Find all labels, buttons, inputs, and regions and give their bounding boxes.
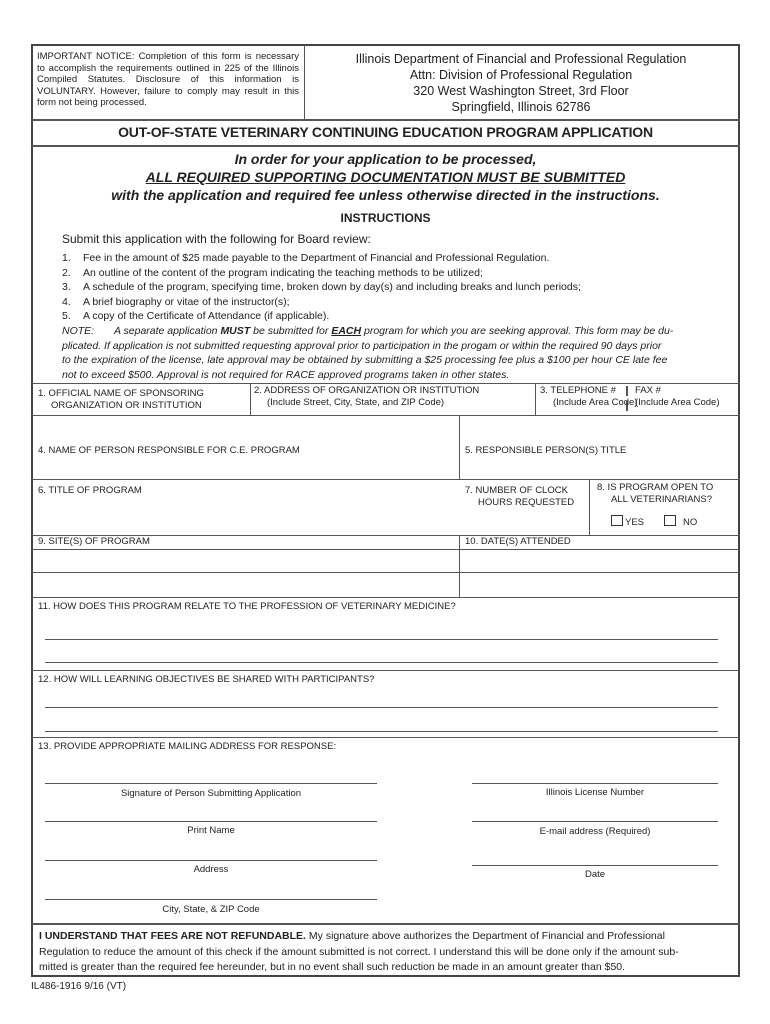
intro-line1: In order for your application to be processed, bbox=[234, 151, 537, 167]
divider bbox=[31, 737, 740, 738]
divider bbox=[31, 572, 740, 573]
field-11-label: 11. HOW DOES THIS PROGRAM RELATE TO THE PROFESSION OF VETERINARY MEDICINE? bbox=[38, 601, 456, 612]
signature-line[interactable] bbox=[45, 783, 377, 784]
email-label: E-mail address (Required) bbox=[539, 826, 651, 837]
field-10-label: 10. DATE(S) ATTENDED bbox=[465, 536, 571, 547]
form-code: IL486-1916 9/16 (VT) bbox=[31, 981, 127, 992]
divider bbox=[31, 119, 740, 121]
license-line[interactable] bbox=[472, 783, 718, 784]
print-name-label: Print Name bbox=[187, 825, 235, 836]
field-3-label: 3. TELEPHONE # (Include Area Code) bbox=[540, 385, 638, 408]
email-line[interactable] bbox=[472, 821, 718, 822]
date-line[interactable] bbox=[472, 865, 718, 866]
license-label: Illinois License Number bbox=[545, 787, 645, 798]
answer-line[interactable] bbox=[45, 662, 718, 663]
intro bbox=[31, 150, 740, 204]
answer-line[interactable] bbox=[45, 707, 718, 708]
instructions-heading: INSTRUCTIONS bbox=[340, 211, 431, 225]
refund-statement: I UNDERSTAND THAT FEES ARE NOT REFUNDABLE. My signature above authorizes the Department of Financial and Professional Regulation to reduce the amount of this check if the amount submitted is not correct. I understand this will be done only if the amount sub- mitted is greater than the required fee hereunder, but in no event shall such reduction be made in an amount greater than $50. bbox=[39, 930, 679, 973]
header-divider bbox=[304, 45, 305, 120]
field-4-label: 4. NAME OF PERSON RESPONSIBLE FOR C.E. PROGRAM bbox=[38, 445, 300, 456]
field-12-label: 12. HOW WILL LEARNING OBJECTIVES BE SHARED WITH PARTICIPANTS? bbox=[38, 674, 375, 685]
agency-line1: Illinois Department of Financial and Professional Regulation bbox=[355, 52, 687, 66]
address-line[interactable] bbox=[45, 860, 377, 861]
instructions-note: NOTE: A separate application MUST be submitted for EACH program for which you are seeking approval. This form may be du- plicated. If application is not submitted requesting approval prior to participation in the progam or within the required 90 days prior to the expiration of the license, late approval may be obtained by submitting a $25 processing fee plus a $100 per hour CE late fee not to exceed $500. Approval is not required for RACE approved programs taken in other states. bbox=[62, 325, 674, 381]
agency-line2: Attn: Division of Professional Regulation bbox=[409, 68, 633, 82]
field-5-label: 5. RESPONSIBLE PERSON(S) TITLE bbox=[465, 445, 627, 456]
list-item: 3. A schedule of the program, specifying time, broken down by day(s) and including breaks and lunch periods; bbox=[62, 281, 581, 293]
print-name-line[interactable] bbox=[45, 821, 377, 822]
divider bbox=[31, 383, 740, 384]
instructions-list bbox=[62, 251, 722, 324]
divider bbox=[535, 383, 536, 415]
city-line[interactable] bbox=[45, 899, 377, 900]
agency-address bbox=[308, 51, 734, 115]
form-title: OUT-OF-STATE VETERINARY CONTINUING EDUCATION PROGRAM APPLICATION bbox=[118, 124, 653, 140]
divider bbox=[459, 415, 460, 479]
list-item: 5. A copy of the Certificate of Attendance (if applicable). bbox=[62, 310, 330, 322]
address-label: Address bbox=[193, 864, 229, 875]
field-7-label: 7. NUMBER OF CLOCK HOURS REQUESTED bbox=[465, 485, 575, 508]
divider bbox=[31, 597, 740, 598]
divider bbox=[31, 415, 740, 416]
no-option[interactable]: NO bbox=[664, 515, 697, 529]
divider bbox=[31, 670, 740, 671]
important-notice: IMPORTANT NOTICE: Completion of this form is necessary to accomplish the requirements outlined in 225 of the Illinois Compiled Statutes. Disclosure of this information is VOLUNTARY. However, failure to comply may result in this form not being processed. bbox=[37, 51, 299, 108]
fax-label: FAX # (Include Area Code) bbox=[635, 385, 720, 408]
field-2-label: 2. ADDRESS OF ORGANIZATION OR INSTITUTION (Include Street, City, State, and ZIP Code) bbox=[254, 385, 480, 408]
city-label: City, State, & ZIP Code bbox=[162, 904, 260, 915]
field-13-label: 13. PROVIDE APPROPRIATE MAILING ADDRESS FOR RESPONSE: bbox=[38, 741, 337, 752]
divider bbox=[31, 549, 740, 550]
yes-checkbox[interactable] bbox=[611, 515, 623, 526]
answer-line[interactable] bbox=[45, 639, 718, 640]
divider bbox=[250, 383, 251, 415]
agency-line3: 320 West Washington Street, 3rd Floor bbox=[413, 84, 629, 98]
field-1-label: 1. OFFICIAL NAME OF SPONSORING ORGANIZATION OR INSTITUTION bbox=[38, 388, 204, 411]
list-item: 2. An outline of the content of the program indicating the teaching methods to be utilized; bbox=[62, 266, 483, 279]
divider bbox=[31, 145, 740, 147]
intro-line2: ALL REQUIRED SUPPORTING DOCUMENTATION MUST BE SUBMITTED bbox=[145, 169, 626, 185]
instructions-lead: Submit this application with the following for Board review: bbox=[62, 232, 371, 246]
answer-line[interactable] bbox=[45, 731, 718, 732]
divider bbox=[31, 923, 740, 925]
field-9-label: 9. SITE(S) OF PROGRAM bbox=[38, 536, 150, 547]
agency-line4: Springfield, Illinois 62786 bbox=[451, 100, 591, 114]
date-label: Date bbox=[584, 869, 606, 880]
divider bbox=[589, 479, 590, 535]
divider bbox=[31, 479, 740, 480]
field-8-label: 8. IS PROGRAM OPEN TO ALL VETERINARIANS? bbox=[597, 482, 714, 505]
signature-label: Signature of Person Submitting Application bbox=[120, 788, 302, 799]
no-checkbox[interactable] bbox=[664, 515, 676, 526]
refund-bold: I UNDERSTAND THAT FEES ARE NOT REFUNDABLE. bbox=[39, 930, 306, 942]
field-6-label: 6. TITLE OF PROGRAM bbox=[38, 485, 142, 496]
divider bbox=[459, 535, 460, 597]
intro-line3: with the application and required fee unless otherwise directed in the instructions. bbox=[111, 187, 660, 203]
list-item: 4. A brief biography or vitae of the instructor(s); bbox=[62, 295, 290, 308]
list-item: 1. Fee in the amount of $25 made payable to the Department of Financial and Professional Regulation. bbox=[62, 252, 550, 264]
yes-option[interactable]: YES bbox=[611, 515, 644, 529]
